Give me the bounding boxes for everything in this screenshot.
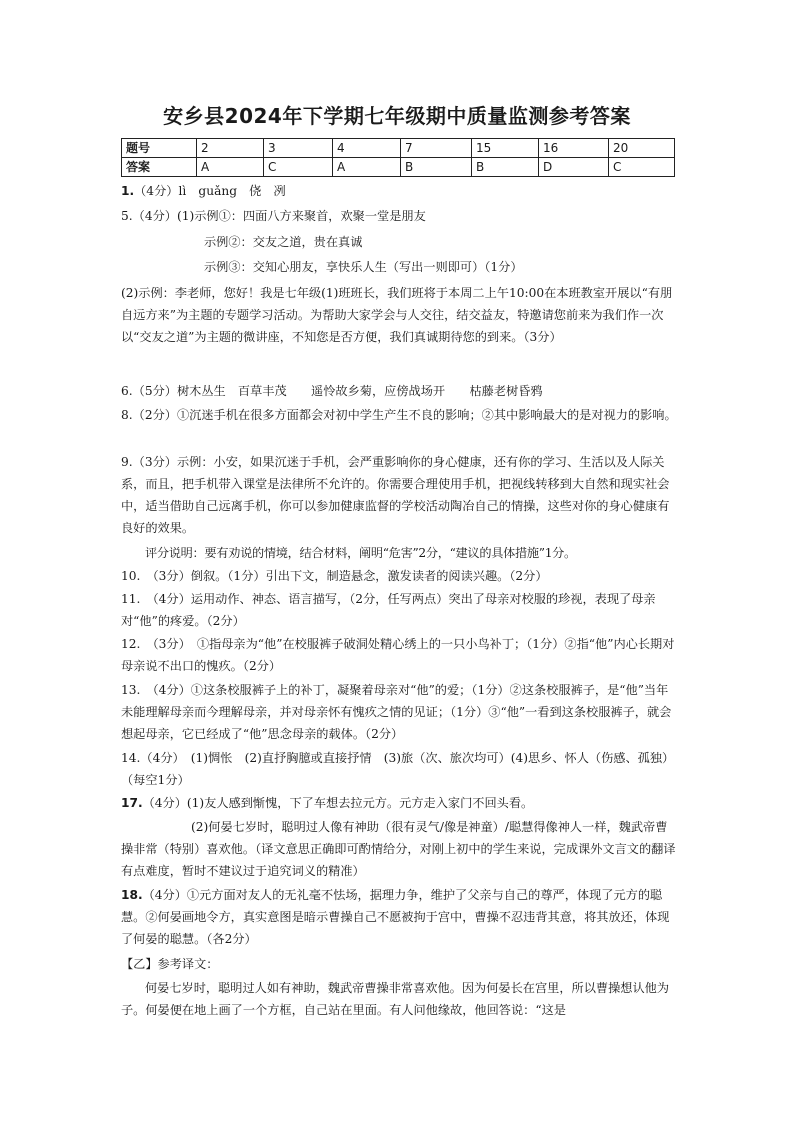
section-yi-translation: 何晏七岁时，聪明过人如有神助，魏武帝曹操非常喜欢他。因为何晏长在宫里，所以曹操想认他为子。何晏便在地上画了一个方框，自己站在里面。有人问他缘故，他回答说：“这是 (121, 981, 670, 1017)
answer-17-part-2: (2)何晏七岁时，聪明过人像有神助（很有灵气/像是神童）/聪慧得像神人一样，魏武帝曹操非常（特别）喜欢他。（译文意思正确即可酌情给分，对刚上初中的学生来说，完成课外文言文的翻译有点难度，暂时不建议过于追究词义的精准） (121, 820, 676, 878)
table-cell: C (264, 158, 333, 177)
table-cell: 答案 (122, 158, 197, 177)
answer-5-part-2: (2)示例：李老师，您好！我是七年级(1)班班长，我们班将于本周二上午10:00在本班教室开展以“有朋自远方来”为主题的专题学习活动。为帮助大家学会与人交往，结交益友，特邀请您前来为我们作一次以“交友之道”为主题的微讲座，不知您是否方便，我们真诚期待您的到来。（3分） (121, 286, 673, 344)
answer-12: 12. （3分） ①指母亲为“他”在校服裤子破洞处精心绣上的一只小鸟补丁；（1分）②指“他”内心长期对母亲说不出口的愧疚。（2分） (121, 637, 675, 673)
answer-5-line-2: 示例②：交友之道，贵在真诚 (204, 235, 363, 249)
answer-11: 11. （4分）运用动作、神态、语言描写，（2分，任写两点）突出了母亲对校服的珍视，表现了母亲对“他”的疼爱。（2分） (121, 592, 656, 628)
table-cell: C (609, 158, 675, 177)
table-row-answers (122, 158, 675, 177)
table-cell: 4 (333, 139, 401, 158)
table-cell: A (333, 158, 401, 177)
table-cell: A (197, 158, 264, 177)
table-cell: 15 (472, 139, 539, 158)
table-cell: 7 (401, 139, 472, 158)
answer-5-line-3: 示例③：交知心朋友，享快乐人生（写出一则即可）（1分） (204, 260, 523, 274)
answer-14: 14.（4分） (1)惆怅 (2)直抒胸臆或直接抒情 (3)旅（次、旅次均可）(4)思乡、怀人（伤感、孤独）（每空1分） (121, 751, 675, 787)
answer-table (121, 138, 675, 177)
table-cell: 20 (609, 139, 675, 158)
answer-10: 10. （3分）倒叙。（1分）引出下文，制造悬念，激发读者的阅读兴趣。（2分） (121, 569, 548, 583)
answer-17-line-1: 17.（4分）(1)友人感到惭愧，下了车想去拉元方。元方走入家门不回头看。 (121, 796, 534, 810)
table-cell: B (401, 158, 472, 177)
answer-1: 1.（4分）lì guǎng 侥 冽 (121, 184, 286, 198)
table-cell: 2 (197, 139, 264, 158)
answer-9-scoring-note: 评分说明：要有劝说的情境，结合材料，阐明“危害”2分，“建议的具体措施”1分。 (145, 546, 576, 560)
table-cell: B (472, 158, 539, 177)
answer-9: 9.（3分）示例：小安，如果沉迷于手机，会严重影响你的身心健康，还有你的学习、生活以及人际关系，而且，把手机带入课堂是法律所不允许的。你需要合理使用手机，把视线转移到大自然和现实社会中，适当借助自己远离手机，你可以参加健康监督的学校活动陶冶自己的情操，这些对你的身心健康有良好的效果。 (121, 455, 670, 535)
answer-8: 8.（2分）①沉迷手机在很多方面都会对初中学生产生不良的影响；②其中影响最大的是对视力的影响。 (121, 408, 677, 422)
answer-5-line-1: 5.（4分）(1)示例①：四面八方来聚首，欢聚一堂是朋友 (121, 209, 426, 223)
answer-13: 13. （4分）①这条校服裤子上的补丁，凝聚着母亲对“他”的爱；（1分）②这条校服裤子，是“他”当年未能理解母亲而今理解母亲，并对母亲怀有愧疚之情的见证；（1分）③“他”一看到这条校服裤子，就会想起母亲，它已经成了“他”思念母亲的载体。（2分） (121, 683, 672, 741)
section-yi-label: 【乙】参考译文： (121, 957, 219, 971)
answer-6: 6.（5分）树木丛生 百草丰茂 遥怜故乡菊，应傍战场开 枯藤老树昏鸦 (121, 384, 543, 398)
page-title: 安乡县2024年下学期七年级期中质量监测参考答案 (163, 104, 631, 128)
table-cell: 16 (539, 139, 609, 158)
table-cell: D (539, 158, 609, 177)
table-row-question-numbers (122, 139, 675, 158)
table-cell: 题号 (122, 139, 197, 158)
table-cell: 3 (264, 139, 333, 158)
answer-18: 18.（4分）①元方面对友人的无礼毫不怯场，据理力争，维护了父亲与自己的尊严，体现了元方的聪慧。②何晏画地令方，真实意图是暗示曹操自己不愿被拘于宫中，曹操不忍违背其意，将其放还，体现了何晏的聪慧。（各2分） (121, 888, 670, 946)
